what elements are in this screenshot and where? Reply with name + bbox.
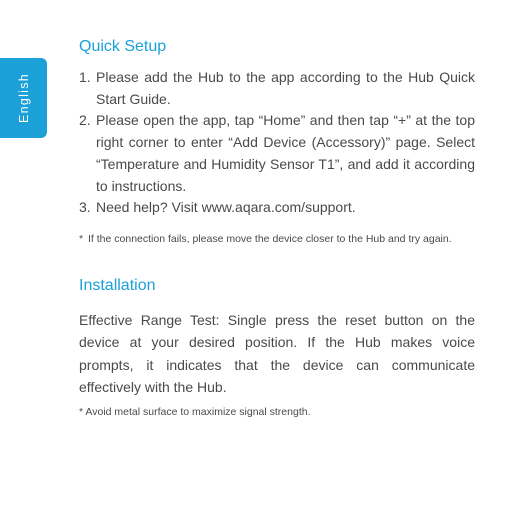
step-text: Please add the Hub to the app according to the Hub Quick Start Guide. — [96, 69, 475, 107]
metal-surface-note: * Avoid metal surface to maximize signal strength. — [79, 406, 311, 418]
step-number: 2. — [79, 112, 91, 129]
installation-heading: Installation — [79, 277, 156, 294]
step-number: 1. — [79, 69, 91, 85]
setup-step-2 — [79, 110, 475, 197]
connection-note — [79, 230, 475, 249]
quick-setup-steps — [79, 67, 475, 219]
note-asterisk: * — [79, 233, 84, 245]
language-tab — [0, 58, 47, 138]
quick-setup-heading: Quick Setup — [79, 38, 167, 55]
step-text: Please open the app, tap “Home” and then tap “+” at the top right corner to enter “Add Device (Accessory)” page. Select “Temperature and Humidity Sensor T1”, and add it according to instructions. — [96, 112, 475, 194]
step-text: Need help? Visit www.aqara.com/support. — [96, 199, 356, 216]
language-tab-label: English — [16, 72, 31, 124]
setup-step-1 — [79, 67, 475, 110]
setup-step-3 — [79, 197, 475, 219]
installation-body: Effective Range Test: Single press the reset button on the device at your desired position. If the Hub makes voice prompts, it indicates that the device can communicate effectively with the Hub. — [79, 312, 475, 395]
connection-note-text: If the connection fails, please move the device closer to the Hub and try again. — [88, 233, 452, 245]
step-number: 3. — [79, 199, 91, 216]
